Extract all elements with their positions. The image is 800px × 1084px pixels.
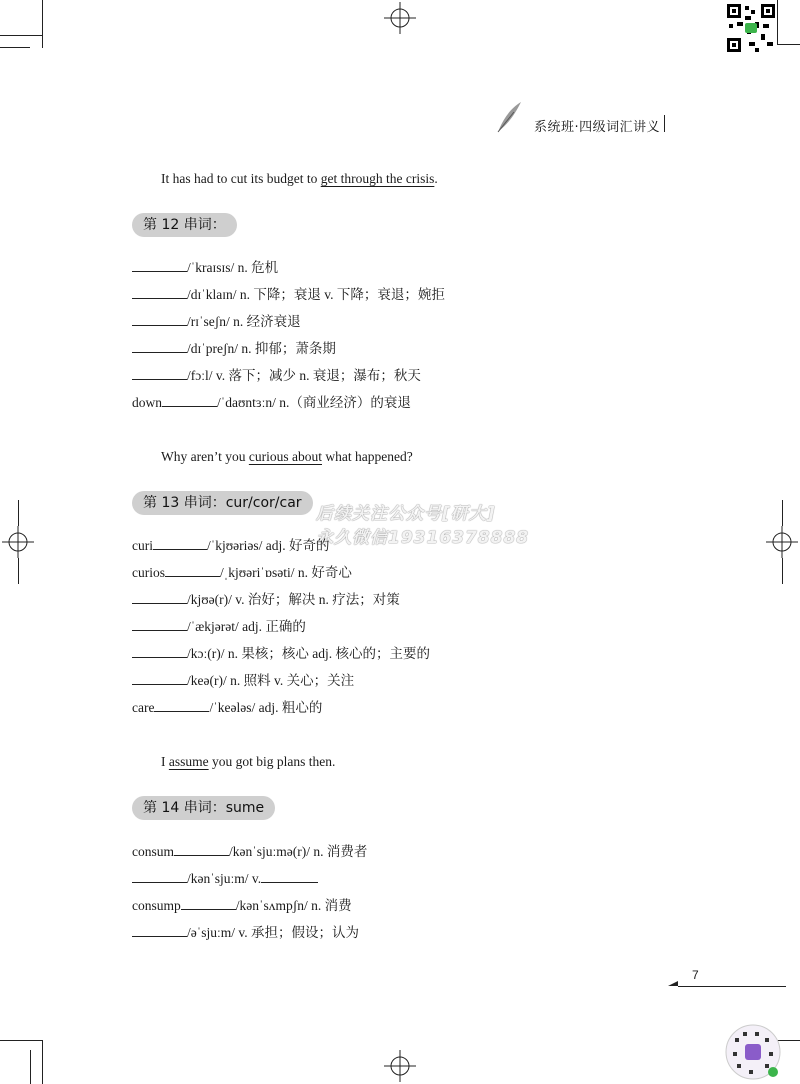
crop-mark	[782, 558, 783, 584]
qr-code-icon	[725, 1024, 781, 1080]
vocab-definition: /fɔːl/ v. 落下；减少 n. 衰退；瀑布；秋天	[187, 368, 421, 383]
fill-blank	[165, 563, 220, 577]
key-phrase: get through the crisis	[320, 171, 435, 186]
example-text: It has had to cut its budget to	[161, 171, 321, 186]
section-badge: 第 12 串词：	[132, 213, 237, 237]
qr-code-icon	[725, 2, 777, 54]
fill-blank	[132, 923, 187, 937]
word-prefix: consump	[132, 898, 181, 913]
word-prefix: care	[132, 700, 155, 715]
registration-mark-icon	[384, 1050, 416, 1082]
header-title: 系统班·四级词汇讲义	[534, 120, 661, 135]
vocab-definition: /ˈkeələs/ adj. 粗心的	[209, 700, 323, 715]
fill-blank	[174, 842, 229, 856]
watermark-text: 后续关注公众号[研大]	[316, 504, 496, 524]
vocab-definition: /ˈækjərət/ adj. 正确的	[187, 619, 306, 634]
crop-mark	[42, 1040, 43, 1084]
vocab-definition: /rɪˈseʃn/ n. 经济衰退	[187, 314, 301, 329]
vocab-definition: /ˈkjʊəriəs/ adj. 好奇的	[207, 538, 330, 553]
example-sentence	[161, 170, 438, 188]
vocab-definition: /ˌkjʊəriˈɒsəti/ n. 好奇心	[220, 565, 352, 580]
vocab-item	[132, 671, 354, 690]
vocab-item	[132, 698, 322, 717]
section-badge: 第 14 串词：sume	[132, 796, 275, 820]
vocab-definition: /dɪˈpreʃn/ n. 抑郁；萧条期	[187, 341, 336, 356]
crop-mark	[0, 1040, 42, 1041]
fill-blank	[261, 869, 318, 883]
vocab-definition: /dɪˈklaɪn/ n. 下降；衰退 v. 下降；衰退；婉拒	[187, 287, 445, 302]
vocab-item	[132, 258, 278, 277]
fill-blank	[153, 536, 207, 550]
word-prefix: curi	[132, 538, 153, 553]
example-text: I	[161, 754, 169, 769]
vocab-definition: /kənˈsʌmpʃn/ n. 消费	[235, 898, 352, 913]
fill-blank	[132, 671, 187, 685]
word-prefix: consum	[132, 844, 174, 859]
fill-blank	[162, 393, 217, 407]
vocab-definition: /keə(r)/ n. 照料 v. 关心；关注	[187, 673, 355, 688]
example-text: you got big plans then.	[208, 754, 336, 769]
fill-blank	[132, 644, 187, 658]
page-marker-icon	[668, 981, 678, 986]
page-number: 7	[692, 968, 699, 982]
crop-mark	[777, 44, 800, 45]
vocab-item	[132, 842, 367, 861]
page-header	[494, 100, 674, 140]
fill-blank	[132, 617, 187, 631]
vocab-item	[132, 923, 359, 942]
vocab-item	[132, 393, 411, 412]
fill-blank	[132, 285, 187, 299]
word-prefix: down	[132, 395, 162, 410]
header-divider	[664, 115, 665, 132]
fill-blank	[132, 366, 187, 380]
vocab-item	[132, 366, 421, 385]
example-sentence	[161, 753, 335, 771]
vocab-item	[132, 285, 445, 304]
vocab-item	[132, 563, 352, 582]
fill-blank	[132, 869, 187, 883]
registration-mark-icon	[2, 526, 34, 558]
example-text: .	[434, 171, 438, 186]
fill-blank	[132, 312, 187, 326]
vocab-item	[132, 617, 306, 636]
crop-mark	[782, 500, 783, 526]
example-text: what happened?	[321, 449, 413, 464]
word-prefix: curios	[132, 565, 165, 580]
page-rule	[678, 986, 786, 987]
crop-mark	[0, 35, 42, 36]
example-sentence	[161, 448, 413, 466]
vocab-item	[132, 590, 400, 609]
feather-icon	[494, 100, 524, 134]
vocab-item	[132, 896, 352, 915]
vocab-definition: /əˈsjuːm/ v. 承担；假设；认为	[187, 925, 359, 940]
registration-mark-icon	[766, 526, 798, 558]
watermark-text: 永久微信19316378888	[316, 528, 530, 548]
vocab-item	[132, 536, 330, 555]
vocab-item	[132, 869, 318, 888]
vocab-definition: /ˈkraɪsɪs/ n. 危机	[187, 260, 279, 275]
crop-mark	[18, 558, 19, 584]
vocab-item	[132, 339, 336, 358]
crop-mark	[0, 47, 30, 48]
registration-mark-icon	[384, 2, 416, 34]
vocab-item	[132, 644, 430, 663]
crop-mark	[18, 500, 19, 526]
fill-blank	[181, 896, 236, 910]
vocab-definition: /kənˈsjuːm/ v.	[187, 871, 262, 886]
fill-blank	[132, 258, 187, 272]
vocab-definition: /kɔː(r)/ n. 果核；核心 adj. 核心的；主要的	[187, 646, 430, 661]
crop-mark	[42, 0, 43, 48]
fill-blank	[132, 339, 187, 353]
section-badge: 第 13 串词：cur/cor/car	[132, 491, 313, 515]
crop-mark	[777, 0, 778, 44]
vocab-item	[132, 312, 301, 331]
example-text: Why aren’t you	[161, 449, 249, 464]
crop-mark	[30, 1050, 31, 1084]
key-phrase: curious about	[248, 449, 322, 464]
vocab-definition: /kjʊə(r)/ v. 治好；解决 n. 疗法；对策	[187, 592, 400, 607]
vocab-definition: /kənˈsjuːmə(r)/ n. 消费者	[229, 844, 368, 859]
fill-blank	[154, 698, 209, 712]
key-phrase: assume	[168, 754, 209, 769]
vocab-definition: /ˈdaʊntɜːn/ n.（商业经济）的衰退	[217, 395, 411, 410]
fill-blank	[132, 590, 187, 604]
